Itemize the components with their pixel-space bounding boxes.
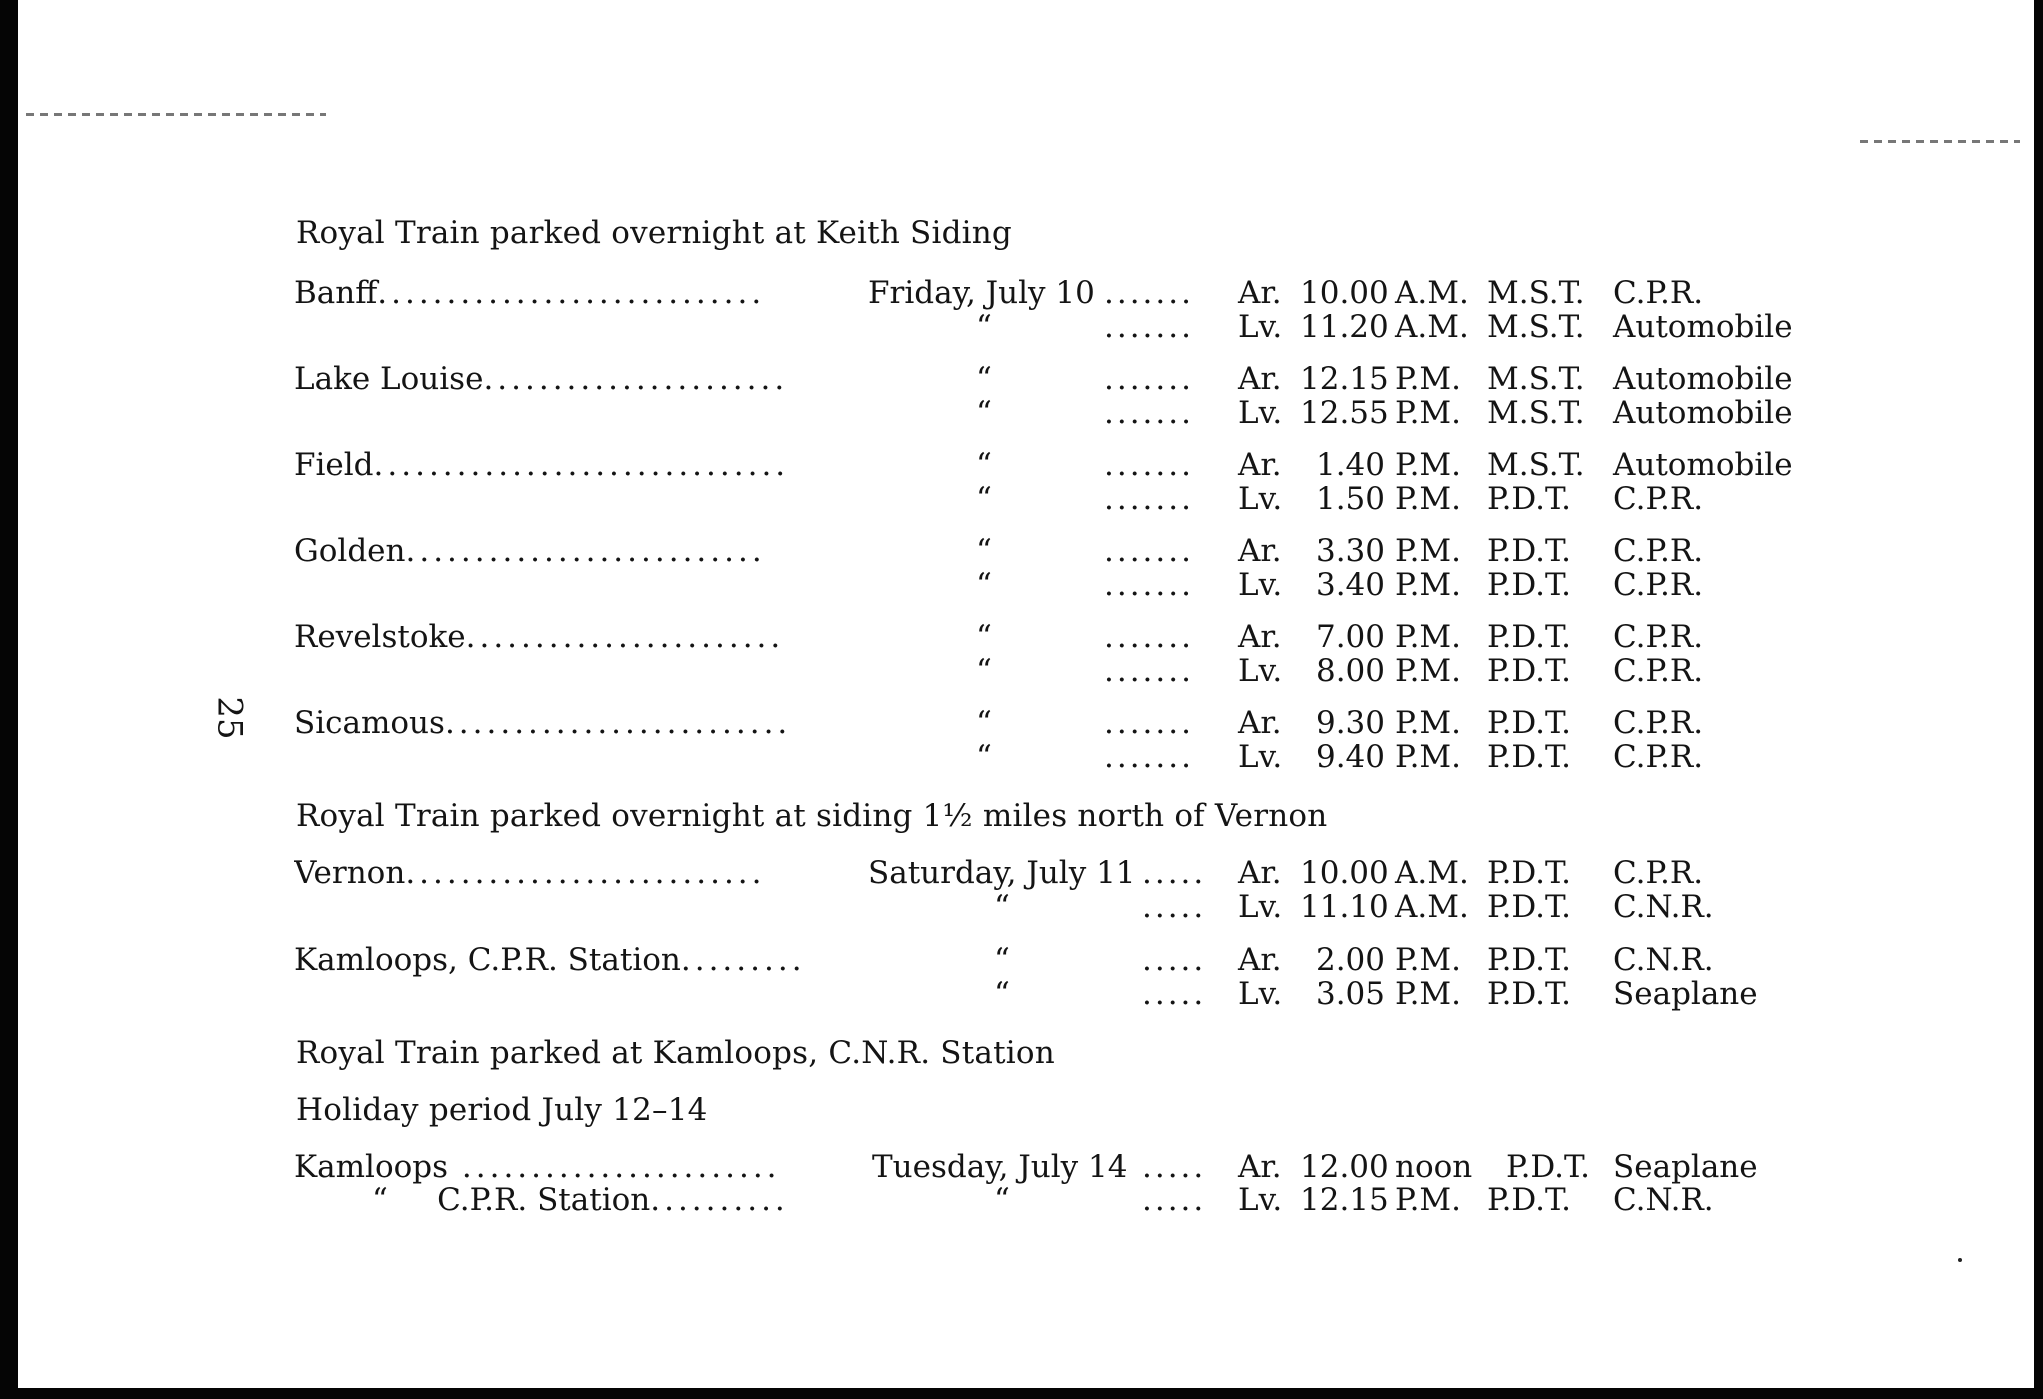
direction: Ar. <box>1238 942 1282 978</box>
place-label: Lake Louise <box>294 361 484 397</box>
schedule-row <box>0 942 2043 976</box>
direction: Lv. <box>1238 739 1283 775</box>
scan-edge-left <box>26 113 326 116</box>
schedule-row <box>0 739 2043 773</box>
direction: Lv. <box>1238 567 1283 603</box>
carrier: C.P.R. <box>1613 481 1704 517</box>
place-name <box>294 361 874 397</box>
direction: Lv. <box>1238 889 1283 925</box>
scan-speck <box>1958 1258 1962 1262</box>
direction: Lv. <box>1238 653 1283 689</box>
leader-dots: ....... <box>1104 481 1194 517</box>
place-name <box>294 447 874 483</box>
leader-dots: ..... <box>1142 889 1207 925</box>
carrier: Automobile <box>1613 395 1793 431</box>
time: 12.15 <box>1300 1182 1389 1218</box>
direction: Ar. <box>1238 447 1282 483</box>
schedule-row <box>0 855 2043 889</box>
schedule-row <box>0 976 2043 1010</box>
time: 12.15 <box>1300 361 1389 397</box>
time: 8.00 <box>1315 653 1385 689</box>
scan-edge-right <box>1860 140 2020 143</box>
carrier: Automobile <box>1613 361 1793 397</box>
schedule-row <box>0 361 2043 395</box>
schedule-row <box>0 705 2043 739</box>
ditto-mark: “ <box>976 705 992 741</box>
time: 12.55 <box>1300 395 1389 431</box>
leader-dots: ....... <box>1104 739 1194 775</box>
ditto-mark: “ <box>976 619 992 655</box>
carrier: Seaplane <box>1613 1149 1758 1185</box>
leader-dots: ....... <box>1104 447 1194 483</box>
leader-dots: ....................... <box>465 619 785 655</box>
time-zone: P.D.T. <box>1487 653 1572 689</box>
time-zone: M.S.T. <box>1487 361 1585 397</box>
carrier: C.P.R. <box>1613 705 1704 741</box>
day-label: Friday, July 10 <box>868 275 1095 311</box>
direction: Ar. <box>1238 855 1282 891</box>
carrier: C.P.R. <box>1613 739 1704 775</box>
am-pm: noon <box>1395 1149 1473 1185</box>
am-pm: P.M. <box>1395 395 1462 431</box>
direction: Lv. <box>1238 976 1283 1012</box>
ditto-mark: “ <box>976 533 992 569</box>
ditto-mark: “ <box>994 889 1010 925</box>
carrier: C.P.R. <box>1613 619 1704 655</box>
ditto-mark: “ <box>976 653 992 689</box>
schedule-row <box>0 1149 2043 1183</box>
direction: Lv. <box>1238 1182 1283 1218</box>
place-label: Vernon <box>294 855 406 891</box>
time: 10.00 <box>1300 275 1389 311</box>
place-label: Kamloops, C.P.R. Station <box>294 942 681 978</box>
am-pm: A.M. <box>1395 889 1469 925</box>
direction: Ar. <box>1238 275 1282 311</box>
ditto-mark: “ <box>976 361 992 397</box>
time-zone: P.D.T. <box>1487 533 1572 569</box>
ditto-mark: “ <box>976 447 992 483</box>
carrier: Automobile <box>1613 309 1793 345</box>
am-pm: P.M. <box>1395 739 1462 775</box>
schedule-row <box>0 1182 2043 1216</box>
schedule-row <box>0 309 2043 343</box>
time-zone: M.S.T. <box>1487 309 1585 345</box>
leader-dots: ..... <box>1142 1182 1207 1218</box>
leader-dots: ....................... <box>448 1149 781 1185</box>
leader-dots: .......................... <box>405 855 766 891</box>
direction: Ar. <box>1238 619 1282 655</box>
leader-dots: ....... <box>1104 361 1194 397</box>
leader-dots: .............................. <box>373 447 790 483</box>
am-pm: P.M. <box>1395 533 1462 569</box>
time-zone: P.D.T. <box>1487 942 1572 978</box>
leader-dots: .......... <box>650 1182 789 1218</box>
leader-dots: ..... <box>1142 976 1207 1012</box>
carrier: C.P.R. <box>1613 567 1704 603</box>
direction: Lv. <box>1238 481 1283 517</box>
time-zone: P.D.T. <box>1487 1182 1572 1218</box>
direction: Ar. <box>1238 533 1282 569</box>
place-label: Sicamous <box>294 705 445 741</box>
am-pm: P.M. <box>1395 653 1462 689</box>
carrier: C.P.R. <box>1613 653 1704 689</box>
time-zone: P.D.T. <box>1487 739 1572 775</box>
direction: Lv. <box>1238 395 1283 431</box>
place-name <box>294 705 874 741</box>
schedule-row <box>0 395 2043 429</box>
ditto-mark: “ <box>976 567 992 603</box>
time: 11.20 <box>1300 309 1389 345</box>
am-pm: A.M. <box>1395 275 1469 311</box>
schedule-row <box>0 567 2043 601</box>
time: 12.00 <box>1300 1149 1389 1185</box>
am-pm: P.M. <box>1395 481 1462 517</box>
time-zone: M.S.T. <box>1487 395 1585 431</box>
place-name <box>372 1182 952 1218</box>
place-label: Revelstoke <box>294 619 466 655</box>
am-pm: P.M. <box>1395 976 1462 1012</box>
time: 2.00 <box>1315 942 1385 978</box>
day-label: Tuesday, July 14 <box>872 1149 1128 1185</box>
time: 1.40 <box>1315 447 1385 483</box>
am-pm: A.M. <box>1395 855 1469 891</box>
leader-dots: ......... <box>680 942 806 978</box>
am-pm: P.M. <box>1395 705 1462 741</box>
leader-dots: ......................... <box>444 705 792 741</box>
carrier: C.N.R. <box>1613 889 1714 925</box>
time: 9.40 <box>1315 739 1385 775</box>
day-label: Saturday, July 11 <box>868 855 1136 891</box>
section-heading: Royal Train parked overnight at siding 1½ miles north of Vernon <box>296 798 1328 834</box>
ditto-mark: “ <box>994 1182 1010 1218</box>
section-heading: Holiday period July 12–14 <box>296 1092 708 1128</box>
time: 9.30 <box>1315 705 1385 741</box>
leader-dots: ..... <box>1142 1149 1207 1185</box>
place-name <box>294 533 874 569</box>
time: 7.00 <box>1315 619 1385 655</box>
section-heading: Royal Train parked at Kamloops, C.N.R. Station <box>296 1035 1055 1071</box>
time-zone: M.S.T. <box>1487 275 1585 311</box>
leader-dots: ..... <box>1142 855 1207 891</box>
place-name <box>294 619 874 655</box>
schedule-row <box>0 481 2043 515</box>
time-zone: P.D.T. <box>1487 705 1572 741</box>
leader-dots: ....... <box>1104 533 1194 569</box>
schedule-row <box>0 619 2043 653</box>
time: 3.40 <box>1315 567 1385 603</box>
direction: Ar. <box>1238 705 1282 741</box>
direction: Ar. <box>1238 1149 1282 1185</box>
leader-dots: ....... <box>1104 275 1194 311</box>
leader-dots: ....... <box>1104 653 1194 689</box>
place-label: Field <box>294 447 374 483</box>
am-pm: P.M. <box>1395 619 1462 655</box>
ditto-mark: “ <box>994 976 1010 1012</box>
place-name <box>294 855 874 891</box>
carrier: C.N.R. <box>1613 942 1714 978</box>
leader-dots: ....... <box>1104 309 1194 345</box>
schedule-row <box>0 533 2043 567</box>
time: 1.50 <box>1315 481 1385 517</box>
leader-dots: .......................... <box>405 533 766 569</box>
carrier: C.N.R. <box>1613 1182 1714 1218</box>
leader-dots: ....... <box>1104 395 1194 431</box>
leader-dots: ...................... <box>483 361 789 397</box>
schedule-row <box>0 653 2043 687</box>
time-zone: P.D.T. <box>1487 976 1572 1012</box>
time: 11.10 <box>1300 889 1389 925</box>
time: 10.00 <box>1300 855 1389 891</box>
ditto-mark: “ <box>976 481 992 517</box>
time-zone: P.D.T. <box>1506 1149 1591 1185</box>
time-zone: P.D.T. <box>1487 567 1572 603</box>
place-name <box>294 1149 874 1185</box>
scan-border-bottom <box>0 1388 2043 1399</box>
carrier: C.P.R. <box>1613 855 1704 891</box>
am-pm: P.M. <box>1395 942 1462 978</box>
am-pm: P.M. <box>1395 1182 1462 1218</box>
am-pm: A.M. <box>1395 309 1469 345</box>
time-zone: P.D.T. <box>1487 889 1572 925</box>
schedule-row <box>0 447 2043 481</box>
leader-dots: ..... <box>1142 942 1207 978</box>
leader-dots: ....... <box>1104 705 1194 741</box>
time-zone: P.D.T. <box>1487 619 1572 655</box>
place-label: “ C.P.R. Station <box>372 1182 651 1218</box>
ditto-mark: “ <box>994 942 1010 978</box>
time: 3.30 <box>1315 533 1385 569</box>
place-name <box>294 275 874 311</box>
place-label: Kamloops <box>294 1149 449 1185</box>
time-zone: P.D.T. <box>1487 481 1572 517</box>
carrier: C.P.R. <box>1613 533 1704 569</box>
carrier: C.P.R. <box>1613 275 1704 311</box>
section-heading: Royal Train parked overnight at Keith Siding <box>296 215 1012 251</box>
time-zone: P.D.T. <box>1487 855 1572 891</box>
page-number: 25 <box>209 696 250 740</box>
am-pm: P.M. <box>1395 567 1462 603</box>
place-label: Golden <box>294 533 406 569</box>
ditto-mark: “ <box>976 739 992 775</box>
leader-dots: ....... <box>1104 567 1194 603</box>
direction: Lv. <box>1238 309 1283 345</box>
am-pm: P.M. <box>1395 361 1462 397</box>
direction: Ar. <box>1238 361 1282 397</box>
time: 3.05 <box>1315 976 1385 1012</box>
place-label: Banff <box>294 275 378 311</box>
carrier: Seaplane <box>1613 976 1758 1012</box>
carrier: Automobile <box>1613 447 1793 483</box>
place-name <box>294 942 874 978</box>
schedule-row <box>0 889 2043 923</box>
schedule-row <box>0 275 2043 309</box>
leader-dots: ....... <box>1104 619 1194 655</box>
ditto-mark: “ <box>976 309 992 345</box>
time-zone: M.S.T. <box>1487 447 1585 483</box>
ditto-mark: “ <box>976 395 992 431</box>
am-pm: P.M. <box>1395 447 1462 483</box>
leader-dots: ............................ <box>377 275 766 311</box>
